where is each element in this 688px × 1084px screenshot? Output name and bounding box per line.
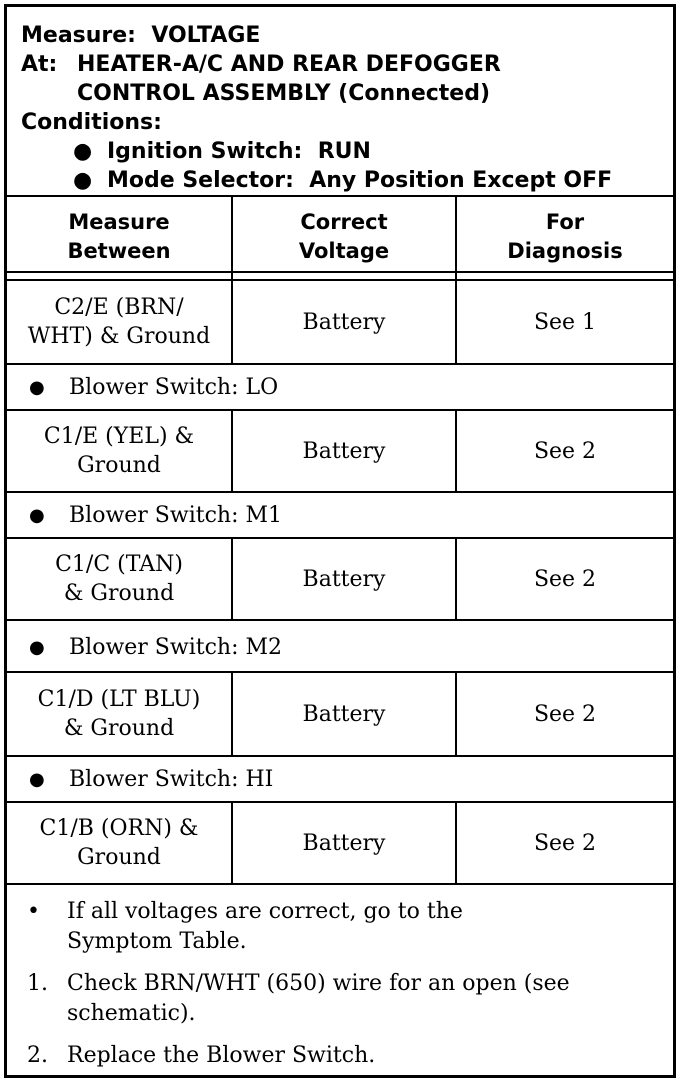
cell-line: & Ground [63, 581, 175, 606]
note-text: schematic). [67, 1001, 196, 1026]
column-divider [455, 539, 457, 619]
condition-text: Blower Switch: M2 [69, 634, 283, 660]
column-divider [455, 673, 457, 755]
measure-line [21, 21, 673, 50]
table-row-1-voltage: Battery [302, 309, 386, 335]
column-divider [231, 411, 233, 491]
note-text: Symptom Table. [67, 929, 247, 954]
bullet-icon: • [27, 899, 40, 924]
table-row-1-between [7, 281, 231, 363]
column-divider [231, 539, 233, 619]
table-row-5-voltage: Battery [302, 830, 386, 856]
condition-text: Blower Switch: LO [69, 374, 279, 400]
note-symptom-table [27, 897, 657, 957]
column-divider [231, 197, 233, 363]
diagnosis-notes [7, 889, 673, 1083]
table-row-2-diagnosis: See 2 [533, 438, 597, 464]
column-divider [231, 673, 233, 755]
condition-ignition [21, 137, 673, 166]
test-header [7, 7, 673, 197]
cell-line: C1/B (ORN) & [39, 816, 199, 841]
note-text: If all voltages are correct, go to the [67, 899, 463, 924]
cell-line: C2/E (BRN/ [54, 295, 184, 320]
condition-row-lo [7, 365, 673, 409]
condition-text: Blower Switch: HI [69, 766, 274, 792]
table-row-3-voltage: Battery [302, 566, 386, 592]
note-text: Check BRN/WHT (650) wire for an open (see [67, 971, 570, 996]
table-row-4-voltage: Battery [302, 701, 386, 727]
table-row-5-diagnosis: See 2 [533, 830, 597, 856]
condition-row-m2 [7, 625, 673, 669]
column-divider [455, 803, 457, 883]
cell-line: WHT) & Ground [27, 324, 211, 349]
cell-line: & Ground [63, 716, 175, 741]
conditions-heading [21, 108, 673, 137]
condition-text: Blower Switch: M1 [69, 502, 283, 528]
bullet-icon: ● [29, 768, 45, 790]
cell-line: C1/E (YEL) & [43, 424, 195, 449]
table-row-4-diagnosis: See 2 [533, 701, 597, 727]
measure-label: Measure: [21, 23, 136, 48]
condition-value: Any Position Except OFF [309, 168, 613, 193]
condition-row-m1 [7, 493, 673, 537]
column-divider [231, 803, 233, 883]
bullet-icon: ● [73, 139, 93, 164]
column-header-line: Correct [300, 210, 388, 234]
column-header-line: Measure [68, 210, 170, 234]
condition-label: Mode Selector: [107, 168, 294, 193]
cell-line: Ground [77, 845, 161, 870]
table-row-1-diagnosis: See 1 [533, 309, 597, 335]
table-row-3-between [7, 539, 231, 619]
note-number: 2. [27, 1043, 48, 1068]
measure-value: VOLTAGE [151, 23, 261, 48]
condition-value: RUN [317, 139, 371, 164]
note-text: Replace the Blower Switch. [67, 1043, 376, 1068]
table-row-2-voltage: Battery [302, 438, 386, 464]
divider [7, 195, 673, 197]
column-divider [455, 411, 457, 491]
conditions-label: Conditions: [21, 110, 162, 135]
column-divider [455, 197, 457, 363]
cell-line: C1/D (LT BLU) [37, 687, 201, 712]
bullet-icon: ● [29, 636, 45, 658]
at-value-line1: HEATER-A/C AND REAR DEFOGGER [77, 52, 501, 77]
column-header-for-diagnosis [457, 201, 673, 273]
condition-label: Ignition Switch: [107, 139, 303, 164]
column-header-line: Between [67, 239, 171, 263]
at-line [21, 50, 673, 79]
cell-line: Ground [77, 453, 161, 478]
column-header-line: Diagnosis [507, 239, 623, 263]
note-2 [27, 1041, 657, 1071]
note-number: 1. [27, 971, 48, 996]
table-row-2-between [7, 411, 231, 491]
column-header-line: Voltage [298, 239, 390, 263]
column-header-measure-between [7, 201, 231, 273]
cell-line: C1/C (TAN) [55, 552, 183, 577]
bullet-icon: ● [29, 504, 45, 526]
condition-mode-selector [21, 166, 673, 195]
column-header-correct-voltage [233, 201, 455, 273]
bullet-icon: ● [73, 168, 93, 193]
divider [7, 271, 673, 273]
column-header-line: For [545, 210, 585, 234]
at-label: At: [21, 52, 58, 77]
bullet-icon: ● [29, 376, 45, 398]
table-row-4-between [7, 673, 231, 755]
at-value-line2: CONTROL ASSEMBLY (Connected) [77, 81, 491, 106]
at-line-2 [21, 79, 673, 108]
divider [7, 883, 673, 885]
table-row-5-between [7, 803, 231, 883]
voltage-check-table [4, 4, 676, 1078]
table-row-3-diagnosis: See 2 [533, 566, 597, 592]
divider [7, 619, 673, 621]
condition-row-hi [7, 757, 673, 801]
note-1 [27, 969, 657, 1029]
